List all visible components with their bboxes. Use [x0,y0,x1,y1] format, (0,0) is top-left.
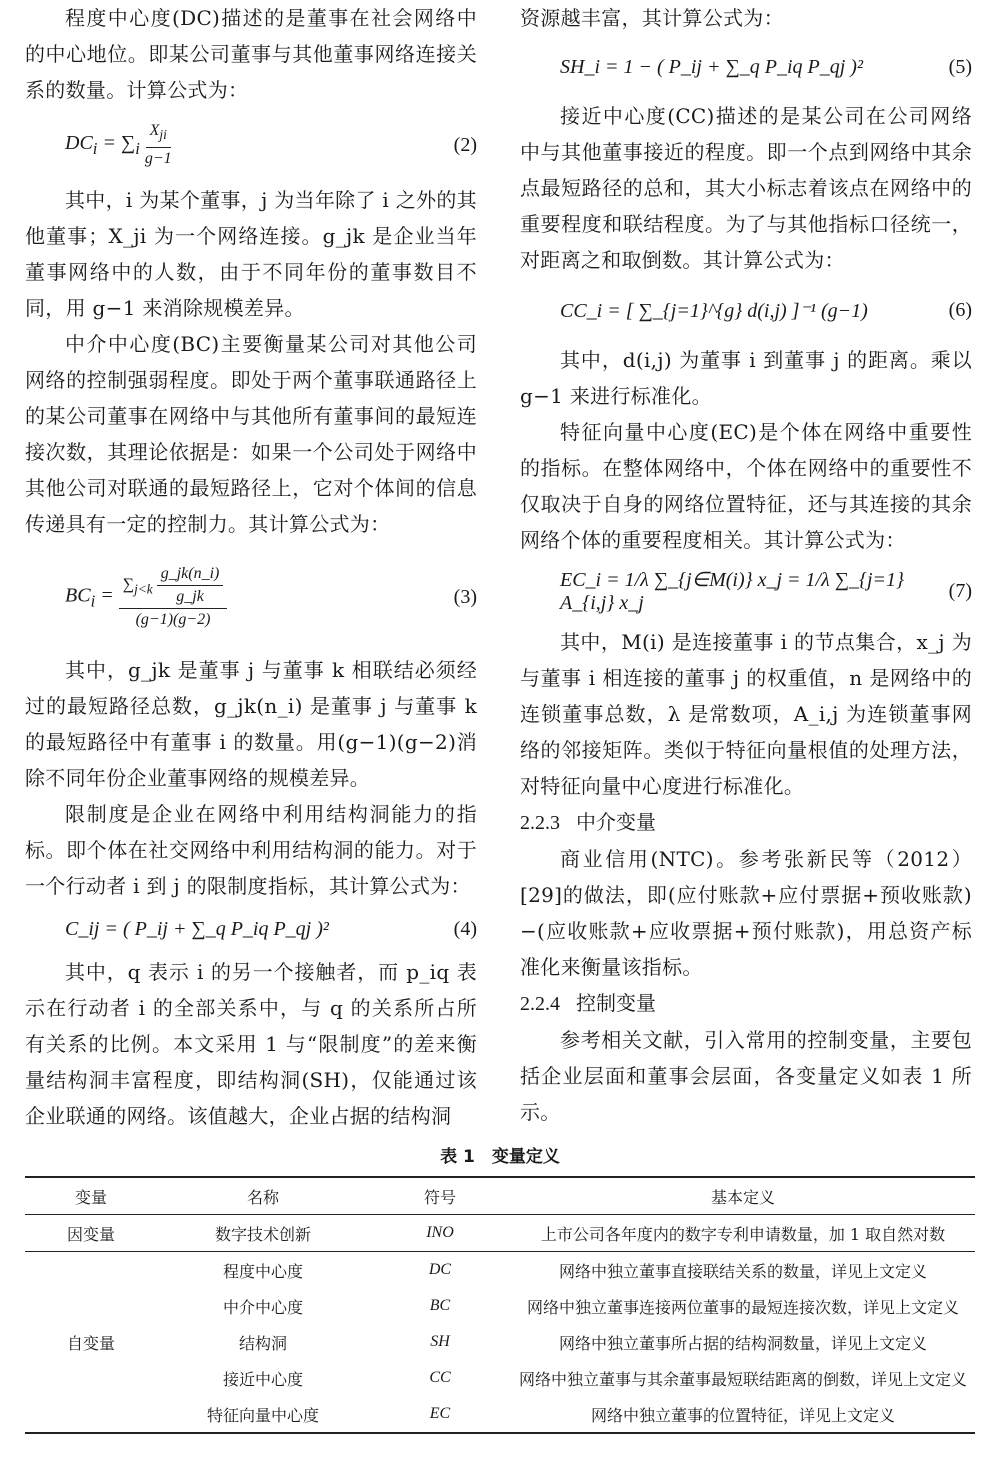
equation-5 [520,36,972,98]
table-row [25,1360,975,1396]
cell-symbol: EC [369,1396,511,1433]
paragraph-ec: 特征向量中心度(EC)是个体在网络中重要性的指标。在整体网络中，个体在网络中的重要性不仅取决于自身的网络位置特征，还与其连接的其余网络个体的重要程度相关。其计算公式为： [520,420,972,552]
cell-symbol: CC [429,1369,451,1386]
cell-definition: 网络中独立董事与其余董事最短联结距离的倒数，详见上文定义 [518,1369,967,1389]
paragraph-ntc: 商业信用(NTC)。参考张新民等（2012）[29]的做法，即(应付账款+应付票据+预收账款)−(应收账款+应收票据+预付账款)，用总资产标准化来衡量该指标。 [520,847,972,979]
cell-name: 特征向量中心度 [157,1396,369,1433]
header-symbol: 符号 [369,1177,511,1215]
table-row [25,1396,975,1433]
paragraph-sh: 其中，q 表示 i 的另一个接触者，而 p_iq 表示在行动者 i 的全部关系中，与 q 的关系所占所有关系的比例。本文采用 1 与“限制度”的差来衡量结构洞丰富程度，即结构洞(SH)，仅能通过该企业联通的网络。该值越大，企业占据的结构洞 [25,960,477,1128]
paragraph-dc: 程度中心度(DC)描述的是董事在社会网络中的中心地位。即某公司董事与其他董事网络连接关系的数量。计算公式为： [25,6,477,102]
cell-name: 数字技术创新 [157,1215,369,1252]
cell-group: 因变量 [25,1215,157,1252]
cell-definition: 网络中独立董事直接联结关系的数量，详见上文定义 [558,1261,927,1281]
cell-name: 接近中心度 [222,1369,303,1389]
equation-7 [520,558,972,624]
equation-4-body: C_ij = ( P_ij + ∑_q P_iq P_qj )² [65,917,329,940]
cell-symbol: DC [428,1261,452,1278]
equation-4-label: (4) [453,917,477,940]
equation-5-body: SH_i = 1 − ( P_ij + ∑_q P_iq P_qj )² [560,55,863,78]
table-row [25,1288,975,1324]
paragraph-bc: 中介中心度(BC)主要衡量某公司对其他公司网络的控制强弱程度。即处于两个董事联通路径上的某公司董事在网络中与其他所有董事间的最短连接次数，其理论依据是：如果一个公司处于网络中其他公司对联通的最短路径上，它对个体间的信息传递具有一定的控制力。其计算公式为： [25,332,477,536]
section-heading-2-2-4: 2.2.4 控制变量 [520,991,656,1015]
paragraph-dc-explain: 其中，i 为某个董事，j 为当年除了 i 之外的其他董事；X_ji 为一个网络连接。g_jk 是企业当年董事网络中的人数，由于不同年份的董事数目不同，用 g−1 来消除规模差异。 [25,188,477,320]
equation-2-label: (2) [453,133,477,156]
cell-name: 结构洞 [238,1333,287,1353]
equation-7-label: (7) [948,579,972,602]
header-definition: 基本定义 [511,1177,975,1215]
equation-3 [25,542,477,652]
paragraph-constraint: 限制度是企业在网络中利用结构洞能力的指标。即个体在社交网络中利用结构洞的能力。对于一个行动者 i 到 j 的限制度指标，其计算公式为： [25,802,477,898]
cell-definition: 网络中独立董事所占据的结构洞数量，详见上文定义 [558,1333,927,1353]
cell-symbol: INO [369,1215,511,1252]
table [25,1176,975,1434]
cell-definition: 网络中独立董事的位置特征，详见上文定义 [511,1396,975,1433]
paragraph-ec-explain: 其中，M(i) 是连接董事 i 的节点集合，x_j 为与董事 i 相连接的董事 j 的权重值，n 是网络中的连锁董事总数，λ 是常数项，A_i,j 为连锁董事网络的邻接矩阵。类似于特征向量根值的处理方法，对特征向量中心度进行标准化。 [520,630,972,798]
header-name: 名称 [157,1177,369,1215]
equation-7-body: EC_i = 1/λ ∑_{j∈M(i)} x_j = 1/λ ∑_{j=1} A_{i,j} x_j [560,569,905,614]
table-row [25,1215,975,1252]
paragraph-control: 参考相关文献，引入常用的控制变量，主要包括企业层面和董事会层面，各变量定义如表 1 所示。 [520,1028,972,1124]
equation-6 [520,278,972,342]
cell-symbol: BC [429,1297,451,1314]
cell-definition: 网络中独立董事连接两位董事的最短连接次数，详见上文定义 [526,1297,959,1317]
paragraph-bc-explain: 其中，g_jk 是董事 j 与董事 k 相联结必须经过的最短路径总数，g_jk(n_i) 是董事 j 与董事 k 的最短路径中有董事 i 的数量。用(g−1)(g−2)消除不同年份企业董事网络的规模差异。 [25,658,477,790]
equation-2 [25,108,477,182]
cell-symbol: SH [430,1333,450,1350]
paragraph-cc-explain: 其中，d(i,j) 为董事 i 到董事 j 的距离。乘以 g−1 来进行标准化。 [520,348,972,408]
table-title: 表 1 变量定义 [440,1147,560,1167]
equation-6-body: CC_i = [ ∑_{j=1}^{g} d(i,j) ]⁻¹ (g−1) [560,299,868,322]
right-column [520,0,972,1130]
cell-name: 程度中心度 [222,1261,303,1281]
variable-definition-table [25,1142,975,1434]
equation-3-label: (3) [453,585,477,608]
cell-name: 中介中心度 [222,1297,303,1317]
table-header-row [25,1177,975,1215]
equation-3-body: $BC_i$ = $\sum_{j<k}$ $\frac{g\_jk(n\_i)}{g\_jk}$ (g−1)(g−2) [65,563,227,631]
header-variable: 变量 [25,1177,157,1215]
equation-2-body: $DC_i = \sum_i$ $\frac{X_{ji}}{g-1}$ [65,122,172,167]
left-column [25,0,477,1134]
equation-5-label: (5) [948,55,972,78]
section-heading-2-2-3: 2.2.3 中介变量 [520,810,656,834]
table-row [25,1324,975,1360]
cell-group: 自变量 [25,1252,157,1434]
paragraph-cc: 接近中心度(CC)描述的是某公司在公司网络中与其他董事接近的程度。即一个点到网络中其余点最短路径的总和，其大小标志着该点在网络中的重要程度和联结程度。为了与其他指标口径统一，对距离之和取倒数。其计算公式为： [520,104,972,272]
paragraph-sh-cont: 资源越丰富，其计算公式为： [520,6,784,30]
cell-definition: 上市公司各年度内的数字专利申请数量，加 1 取自然对数 [511,1215,975,1252]
equation-4 [25,904,477,954]
table-row [25,1252,975,1289]
equation-6-label: (6) [948,298,972,321]
